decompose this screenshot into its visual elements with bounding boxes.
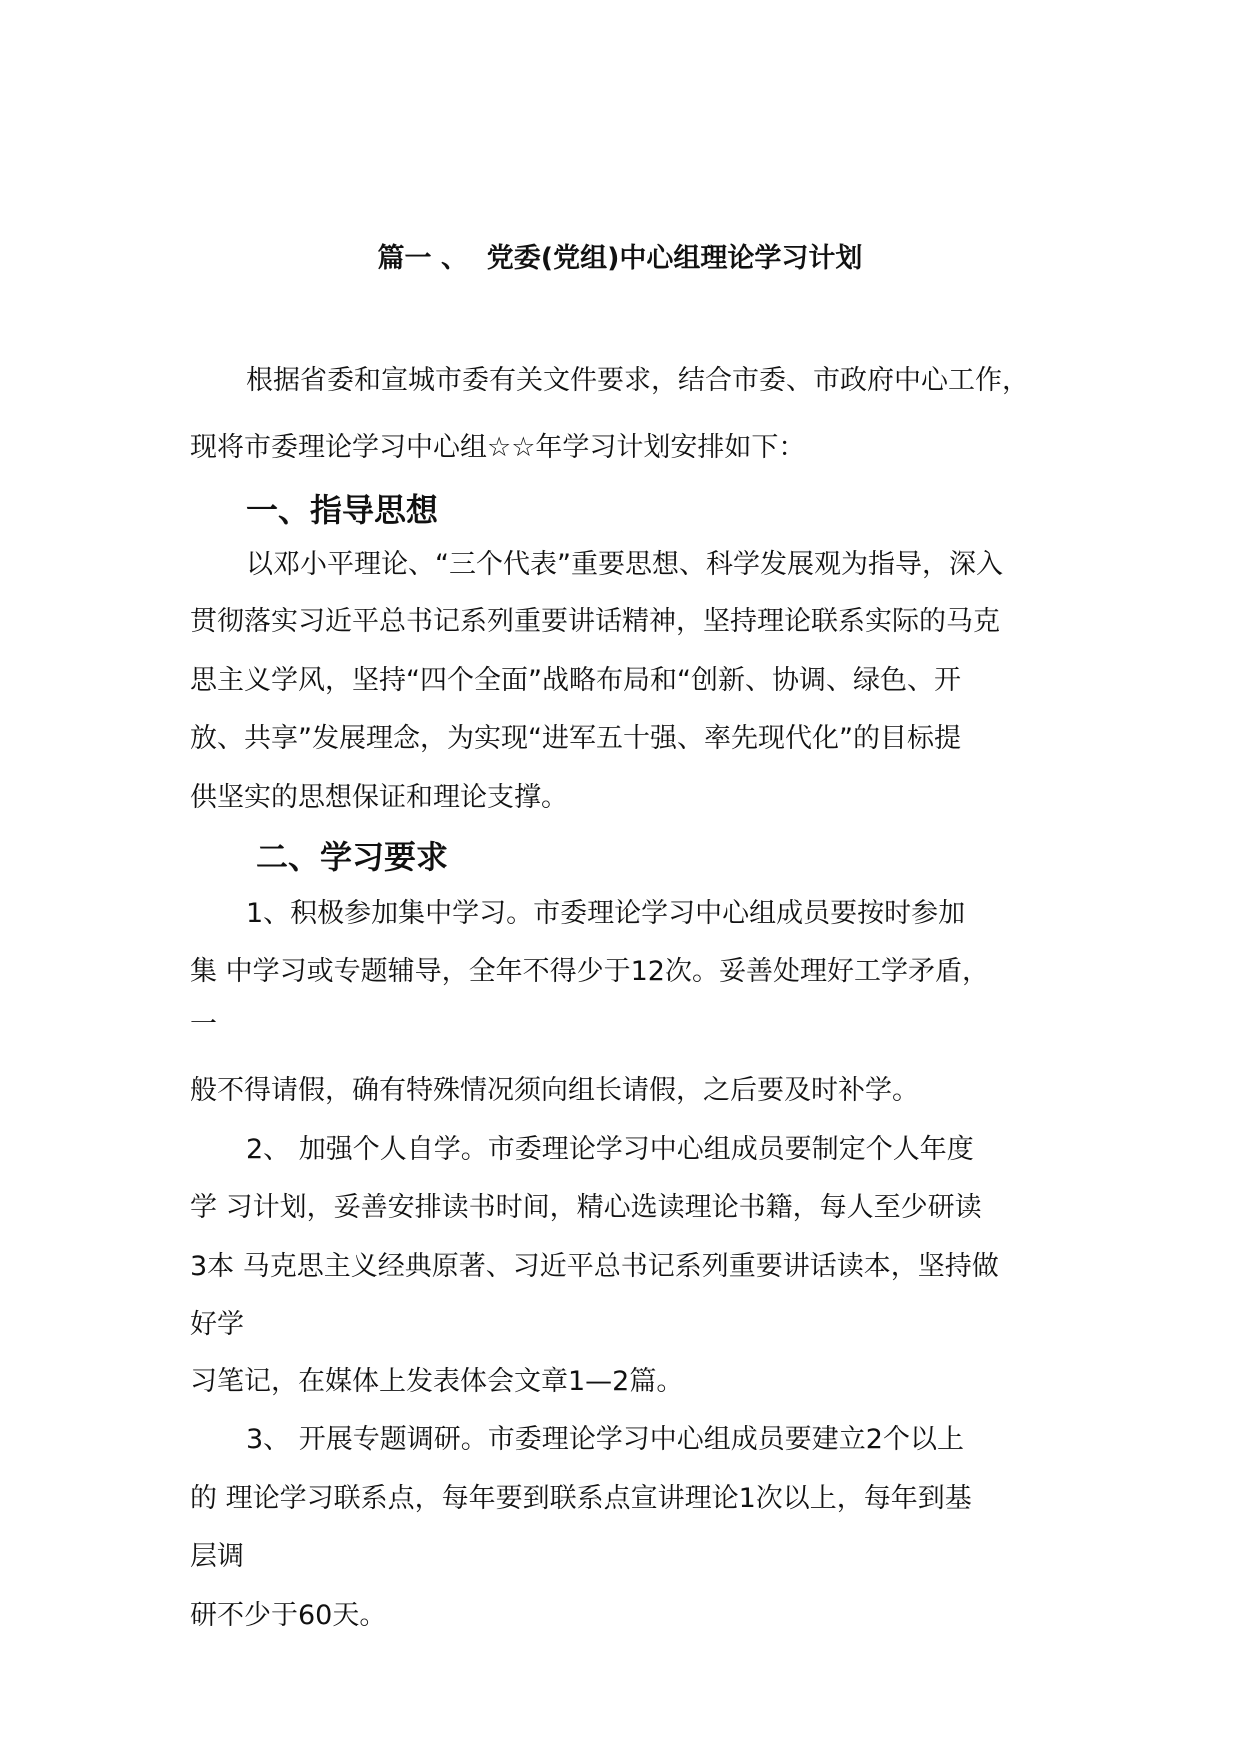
item-2-line-1: 2、 加强个人自学。市委理论学习中心组成员要制定个人年度 (246, 1134, 974, 1165)
item-3-line-3: 层调 (190, 1541, 244, 1572)
section-1-line-1: 以邓小平理论、“三个代表”重要思想、科学发展观为指导，深入 (246, 549, 1003, 580)
item-3-line-4: 研不少于60天。 (190, 1600, 387, 1631)
item-2-line-4: 好学 (190, 1309, 244, 1340)
item-1-line-4: 般不得请假，确有特殊情况须向组长请假，之后要及时补学。 (190, 1075, 919, 1106)
item-1-line-3: 一 (190, 1009, 217, 1040)
item-3-line-2: 的 理论学习联系点，每年要到联系点宣讲理论1次以上，每年到基 (190, 1483, 972, 1514)
item-3-line-1: 3、 开展专题调研。市委理论学习中心组成员要建立2个以上 (246, 1424, 964, 1455)
section-1-heading: 一、指导思想 (246, 491, 439, 529)
item-2-line-5: 习笔记，在媒体上发表体会文章1—2篇。 (190, 1366, 684, 1397)
item-2-line-3: 3本 马克思主义经典原著、习近平总书记系列重要讲话读本，坚持做 (190, 1251, 999, 1282)
section-1-line-3: 思主义学风，坚持“四个全面”战略布局和“创新、协调、绿色、开 (190, 665, 961, 696)
item-2-line-2: 学 习计划，妥善安排读书时间，精心选读理论书籍，每人至少研读 (190, 1192, 982, 1223)
document-title: 篇一 、 党委(党组)中心组理论学习计划 (377, 243, 863, 274)
section-2-heading: 二、学习要求 (256, 838, 449, 876)
intro-line-2: 现将市委理论学习中心组☆☆年学习计划安排如下： (190, 432, 806, 463)
intro-line-1: 根据省委和宣城市委有关文件要求，结合市委、市政府中心工作， (246, 365, 1029, 396)
section-1-line-4: 放、共享”发展理念，为实现“进军五十强、率先现代化”的目标提 (190, 723, 961, 754)
item-1-line-1: 1、积极参加集中学习。市委理论学习中心组成员要按时参加 (246, 898, 966, 929)
section-1-line-5: 供坚实的思想保证和理论支撑。 (190, 782, 568, 813)
section-1-line-2: 贯彻落实习近平总书记系列重要讲话精神，坚持理论联系实际的马克 (190, 606, 1000, 637)
item-1-line-2: 集 中学习或专题辅导，全年不得少于12次。妥善处理好工学矛盾， (190, 956, 989, 987)
